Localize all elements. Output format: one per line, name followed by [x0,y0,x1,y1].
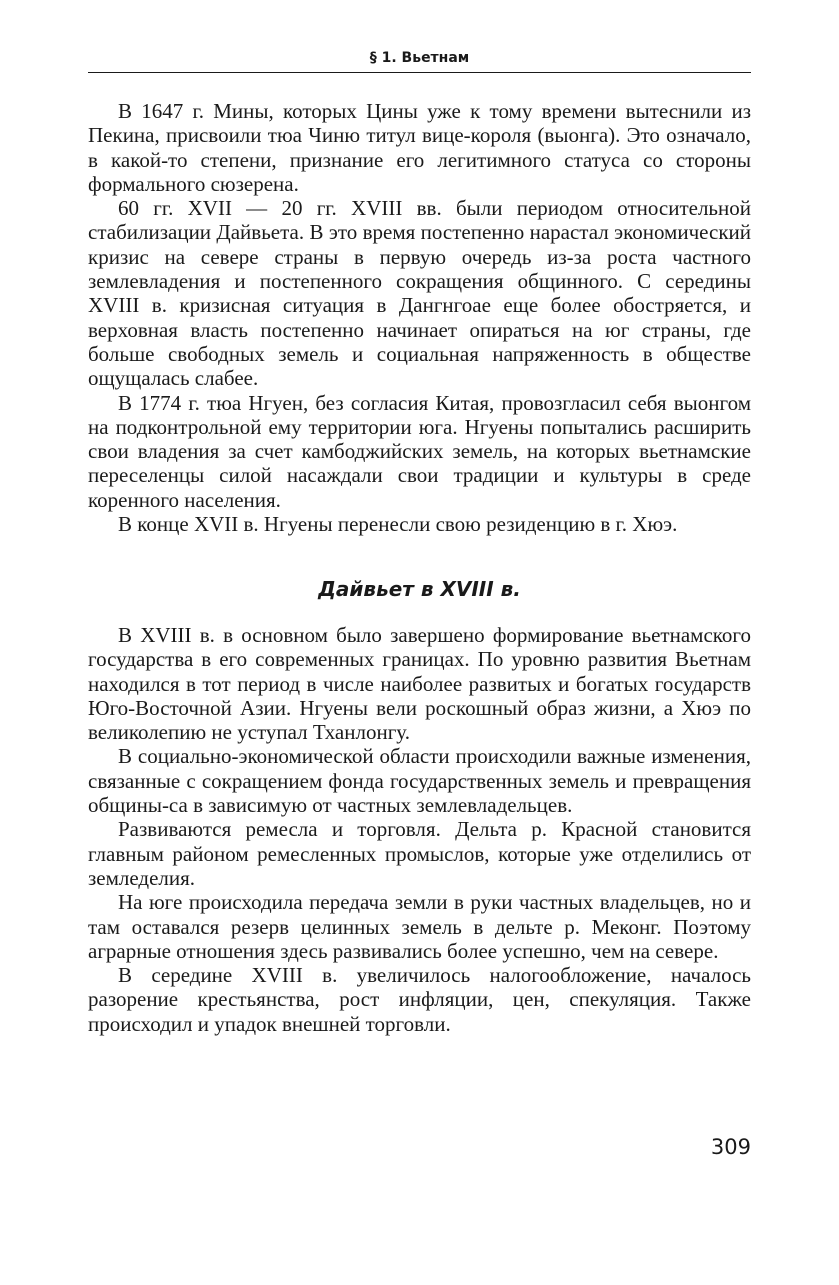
paragraph: Развиваются ремесла и торговля. Дельта р. Красной становится главным районом ремесленных промыслов, которые уже отделились от земледелия. [88,817,751,890]
header-rule [88,72,751,73]
paragraph: В XVIII в. в основном было завершено формирование вьетнамского государства в его современных границах. По уровню развития Вьетнам находился в тот период в числе наиболее развитых и богатых государств Юго-Восточной Азии. Нгуены вели роскошный образ жизни, а Хюэ по великолепию не уступал Тханлонгу. [88,623,751,745]
page-number: 309 [710,1135,751,1159]
section-heading: Дайвьет в XVIII в. [318,577,521,601]
running-header: § 1. Вьетнам [369,50,470,66]
paragraph: На юге происходила передача земли в руки частных владельцев, но и там оставался резерв целинных земель в дельте р. Меконг. Поэтому аграрные отношения здесь развивались более успешно, чем на севере. [88,890,751,963]
section-1-text [88,99,751,536]
paragraph: 60 гг. XVII — 20 гг. XVIII вв. были периодом относительной стабилизации Дайвьета. В это время постепенно нарастал экономический кризис на севере страны в первую очередь из-за роста частного землевладения и постепенного сокращения общинного. С середины XVIII в. кризисная ситуация в Дангнгоае еще более обостряется, и верховная власть постепенно начинает опираться на юг страны, где больше свободных земель и социальная напряженность в обществе ощущалась слабее. [88,196,751,391]
paragraph: В конце XVII в. Нгуены перенесли свою резиденцию в г. Хюэ. [118,512,678,537]
section-2-text [88,623,751,1036]
paragraph: В 1774 г. тюа Нгуен, без согласия Китая, провозгласил себя выонгом на подконтрольной ему территории юга. Нгуены попытались расширить свои владения за счет камбоджийских земель, на которых вьетнамские переселенцы силой насаждали свои традиции и культуры в среде коренного населения. [88,390,751,512]
paragraph: В 1647 г. Мины, которых Цины уже к тому времени вытеснили из Пекина, присвоили тюа Чиню титул вице-короля (выонга). Это означало, в какой-то степени, признание его легитимного статуса со стороны формального сюзерена. [88,99,751,196]
paragraph: В середине XVIII в. увеличилось налогообложение, началось разорение крестьянства, рост инфляции, цен, спекуляция. Также происходил и упадок внешней торговли. [88,963,751,1036]
paragraph: В социально-экономической области происходили важные изменения, связанные с сокращением фонда государственных земель и превращения общины-са в зависимую от частных землевладельцев. [88,744,751,818]
